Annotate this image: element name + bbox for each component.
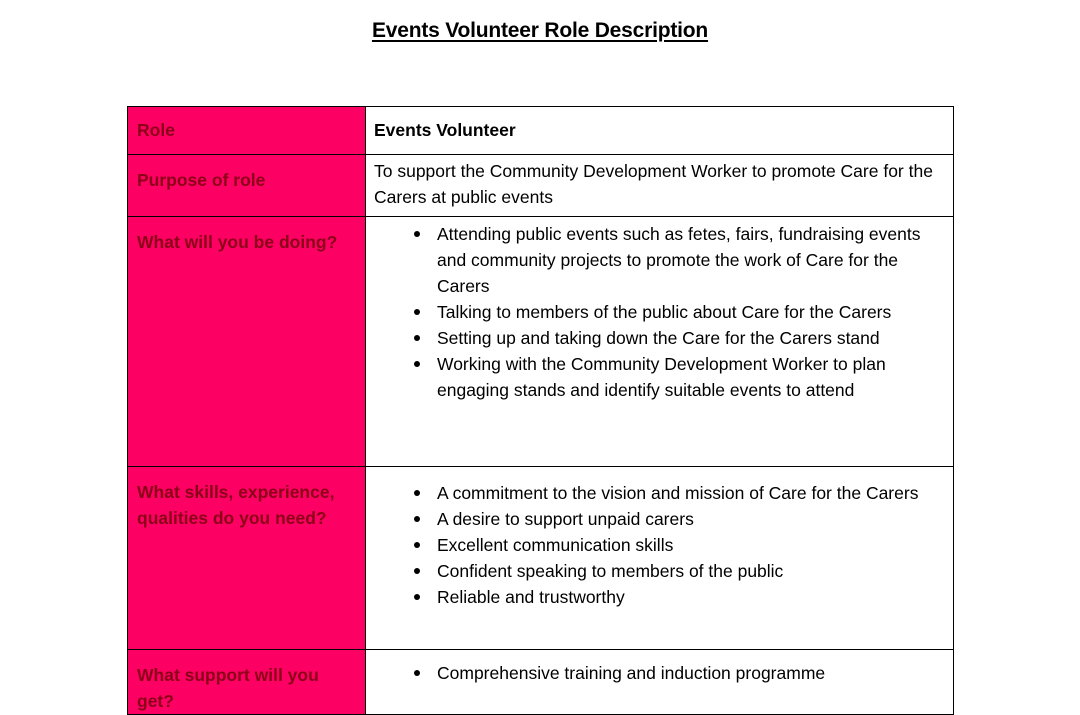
- list-item: Excellent communication skills: [374, 532, 945, 558]
- role-description-table: [127, 106, 954, 715]
- list-item: Attending public events such as fetes, fairs, fundraising events and community projects to promote the work of Care for the Carers: [374, 221, 945, 299]
- list-item: Confident speaking to members of the public: [374, 558, 945, 584]
- document-title: Events Volunteer Role Description: [371, 19, 709, 42]
- row-value-role: Events Volunteer: [366, 107, 954, 155]
- row-value-purpose: To support the Community Development Worker to promote Care for the Carers at public events: [366, 155, 954, 217]
- list-item: Talking to members of the public about Care for the Carers: [374, 299, 945, 325]
- table-row-activities: [128, 217, 954, 467]
- row-label-support: What support will you get?: [128, 650, 366, 715]
- row-label-skills: What skills, experience, qualities do you need?: [128, 467, 366, 650]
- row-value-support: [366, 650, 954, 715]
- row-value-activities: [366, 217, 954, 467]
- skills-list: [374, 480, 945, 610]
- activities-list: [374, 221, 945, 403]
- support-list: [374, 660, 945, 686]
- row-label-purpose: Purpose of role: [128, 155, 366, 217]
- list-item: Reliable and trustworthy: [374, 584, 945, 610]
- row-label-role: Role: [128, 107, 366, 155]
- list-item: Working with the Community Development Worker to plan engaging stands and identify suitable events to attend: [374, 351, 945, 403]
- row-value-skills: [366, 467, 954, 650]
- row-label-activities: What will you be doing?: [128, 217, 366, 467]
- table-row-role: [128, 107, 954, 155]
- table-row-purpose: [128, 155, 954, 217]
- table-row-support: [128, 650, 954, 715]
- table-row-skills: [128, 467, 954, 650]
- list-item: Comprehensive training and induction programme: [374, 660, 945, 686]
- list-item: A desire to support unpaid carers: [374, 506, 945, 532]
- list-item: A commitment to the vision and mission of Care for the Carers: [374, 480, 945, 506]
- list-item: Setting up and taking down the Care for the Carers stand: [374, 325, 945, 351]
